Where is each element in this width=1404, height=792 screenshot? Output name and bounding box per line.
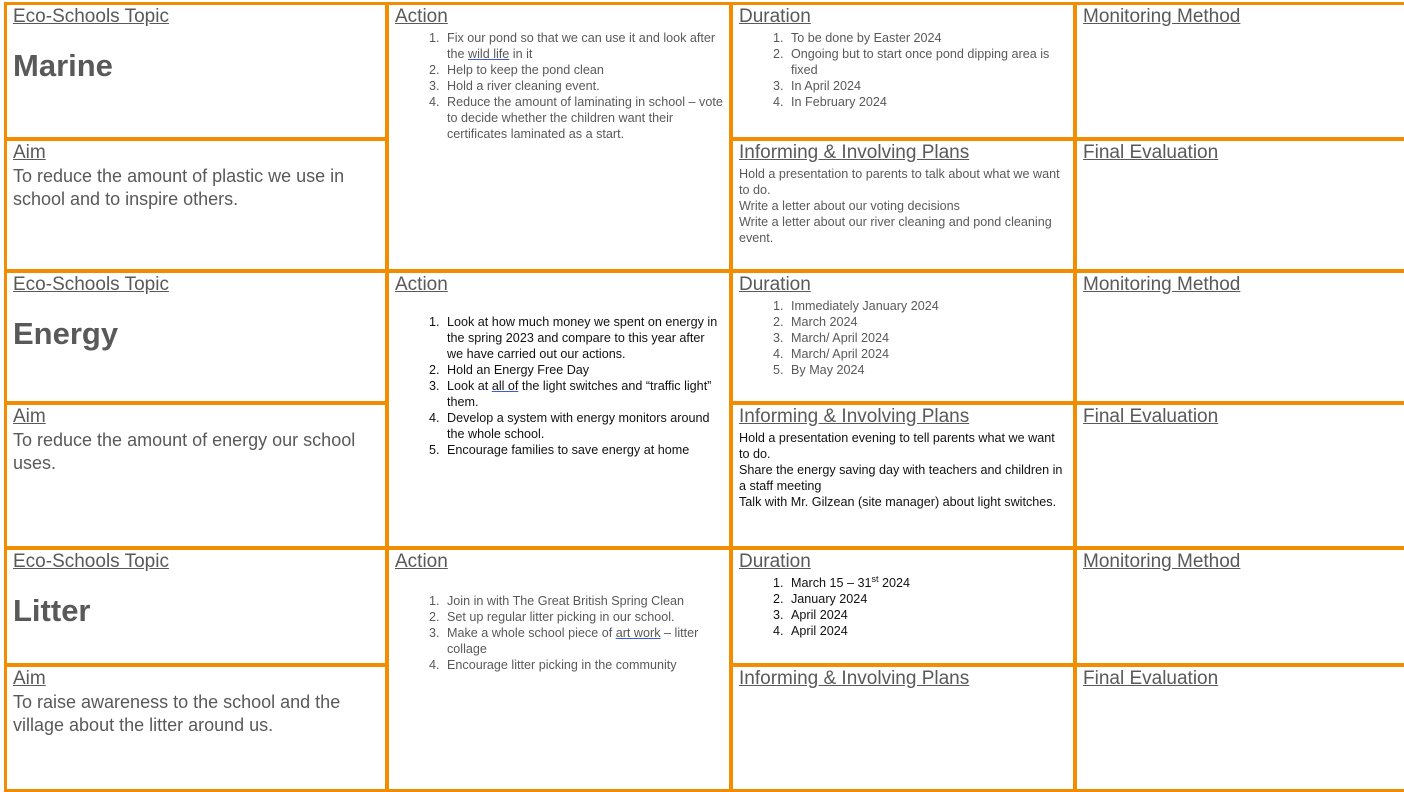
marine-plans [739,166,1067,246]
list-item: 2. Set up regular litter picking in our school. [443,609,723,625]
monitoring-heading: Monitoring Method [1083,551,1241,572]
aim-heading: Aim [13,406,46,427]
litter-duration-cell [733,550,1073,663]
marine-evaluation-cell [1077,141,1404,269]
energy-monitoring-cell [1077,273,1404,401]
spellcheck-underline: wild life [468,47,510,61]
list-item: 5. By May 2024 [787,362,1067,378]
list-item: 3. March/ April 2024 [787,330,1067,346]
energy-informing-cell [733,405,1073,546]
energy-aim-cell [7,405,385,546]
duration-heading: Duration [739,274,811,295]
aim-text: To reduce the amount of energy our school uses. [13,430,356,473]
list-item: 4. Develop a system with energy monitors around the whole school. [443,410,723,442]
list-item: 2. January 2024 [787,591,1067,607]
list-item: 3. In April 2024 [787,78,1067,94]
informing-heading: Informing & Involving Plans [739,406,970,427]
energy-evaluation-cell [1077,405,1404,546]
marine-topic-cell [7,5,385,137]
marine-informing-cell [733,141,1073,269]
eco-schools-action-plan-table [4,2,1404,792]
list-item: 1. To be done by Easter 2024 [787,30,1067,46]
list-item: 2. March 2024 [787,314,1067,330]
marine-action-list [395,30,723,142]
plan-line: Hold a presentation evening to tell parents what we want to do. [739,431,1055,461]
list-item: 3. Make a whole school piece of art work – litter collage [443,625,723,657]
energy-plans [739,430,1067,510]
marine-aim-cell [7,141,385,269]
duration-heading: Duration [739,551,811,572]
monitoring-heading: Monitoring Method [1083,274,1241,295]
energy-topic-cell [7,273,385,401]
list-item: 3. Look at all of the light switches and “traffic light” them. [443,378,723,410]
aim-heading: Aim [13,668,46,689]
list-item: 1. Look at how much money we spent on energy in the spring 2023 and compare to this year after we have carried out our actions. [443,314,723,362]
marine-duration-list [739,30,1067,110]
energy-duration-list [739,298,1067,378]
litter-informing-cell [733,667,1073,789]
evaluation-heading: Final Evaluation [1083,406,1219,427]
list-item: 4. Reduce the amount of laminating in school – vote to decide whether the children want their certificates laminated as a start. [443,94,723,142]
topic-name-marine: Marine [13,48,113,83]
litter-topic-cell [7,550,385,663]
list-item: 1. Fix our pond so that we can use it and look after the wild life in it [443,30,723,62]
list-item: 3. April 2024 [787,607,1067,623]
plan-line: Share the energy saving day with teachers and children in a staff meeting [739,463,1063,493]
topic-heading: Eco-Schools Topic [13,551,169,572]
list-item: 2. Ongoing but to start once pond dipping area is fixed [787,46,1067,78]
topic-name-litter: Litter [13,593,91,628]
topic-name-energy: Energy [13,316,119,351]
marine-duration-cell [733,5,1073,137]
evaluation-heading: Final Evaluation [1083,142,1219,163]
plan-line: Hold a presentation to parents to talk about what we want to do. [739,167,1060,197]
list-item: 4. April 2024 [787,623,1067,639]
topic-heading: Eco-Schools Topic [13,274,169,295]
energy-action-list [395,314,723,458]
litter-action-cell [389,550,729,789]
evaluation-heading: Final Evaluation [1083,668,1219,689]
list-item: 3. Hold a river cleaning event. [443,78,723,94]
litter-monitoring-cell [1077,550,1404,663]
aim-text: To reduce the amount of plastic we use in school and to inspire others. [13,166,345,209]
spellcheck-underline: art work [615,626,661,640]
action-heading: Action [395,6,448,27]
plan-line: Write a letter about our river cleaning and pond cleaning event. [739,215,1052,245]
list-item: 4. In February 2024 [787,94,1067,110]
informing-heading: Informing & Involving Plans [739,668,970,689]
marine-monitoring-cell [1077,5,1404,137]
duration-heading: Duration [739,6,811,27]
action-heading: Action [395,551,448,572]
list-item: 1. March 15 – 31st 2024 [787,575,1067,591]
list-item: 2. Help to keep the pond clean [443,62,723,78]
list-item: 4. Encourage litter picking in the community [443,657,723,673]
monitoring-heading: Monitoring Method [1083,6,1241,27]
list-item: 5. Encourage families to save energy at home [443,442,723,458]
aim-heading: Aim [13,142,46,163]
litter-duration-list [739,575,1067,639]
aim-text: To raise awareness to the school and the village about the litter around us. [13,692,341,735]
plan-line: Write a letter about our voting decisions [739,199,960,213]
informing-heading: Informing & Involving Plans [739,142,970,163]
action-heading: Action [395,274,448,295]
plan-line: Talk with Mr. Gilzean (site manager) about light switches. [739,495,1057,509]
list-item: 1. Join in with The Great British Spring Clean [443,593,723,609]
spellcheck-underline: all of [491,379,519,393]
list-item: 4. March/ April 2024 [787,346,1067,362]
energy-action-cell [389,273,729,546]
marine-action-cell [389,5,729,269]
topic-heading: Eco-Schools Topic [13,6,169,27]
list-item: 2. Hold an Energy Free Day [443,362,723,378]
litter-aim-cell [7,667,385,789]
energy-duration-cell [733,273,1073,401]
litter-action-list [395,593,723,673]
list-item: 1. Immediately January 2024 [787,298,1067,314]
litter-evaluation-cell [1077,667,1404,789]
